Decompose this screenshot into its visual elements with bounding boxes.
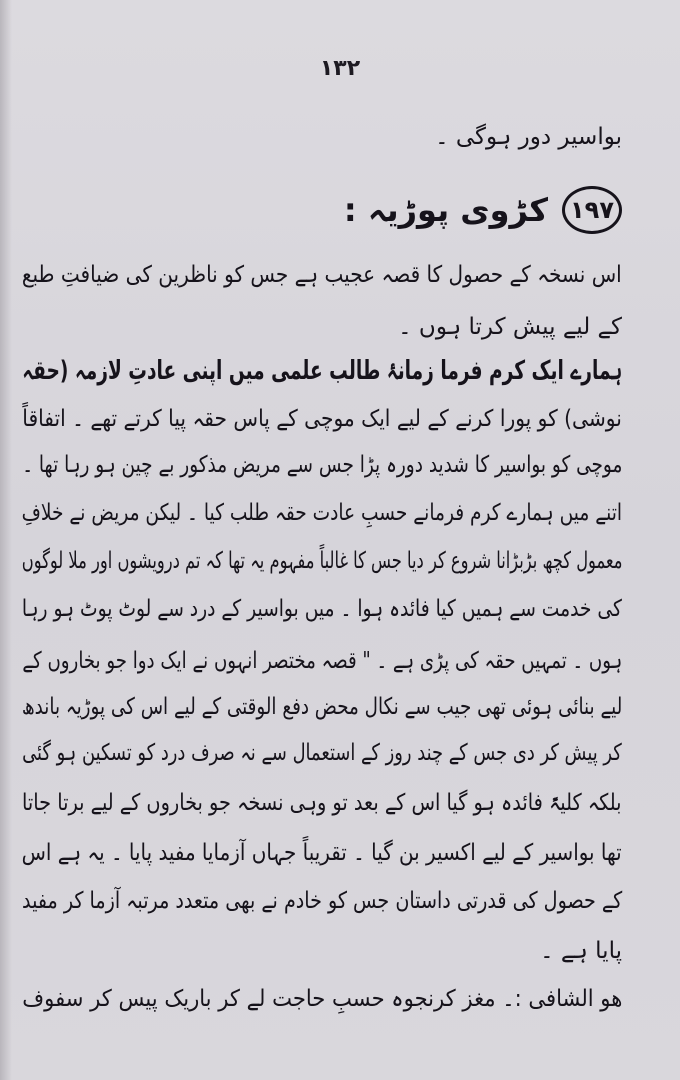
body-line-14: کے حصول کی قدرتی داستان جس کو خادم نے بھی متعدد مرتبہ آزما کر مفید	[21, 888, 622, 914]
body-line-10: لیے بنائی ہوئی تھی جیب سے نکال محض دفع الوقتی کے لیے اس کی پوڑیہ باندھ	[21, 694, 622, 720]
page-edge-shadow	[0, 0, 12, 1080]
page-number: ١٣٢	[319, 56, 361, 81]
recipe-heading	[344, 186, 622, 234]
body-line-8: کی خدمت سے ہمیں کیا فائدہ ہوا ۔ میں بواسیر کے درد سے لوٹ پوٹ ہو رہا	[22, 596, 622, 622]
recipe-title: کڑوی پوڑیہ :	[343, 191, 548, 229]
body-line-5: موچی کو بواسیر کا شدید دورہ پڑا جس سے مریض مذکور بے چین ہو رہا تھا ۔	[21, 452, 622, 478]
body-line-1: اس نسخہ کے حصول کا قصہ عجیب ہے جس کو ناظرین کی ضیافتِ طبع	[22, 262, 622, 288]
body-line-16: ھو الشافی :۔ مغز کرنجوہ حسبِ حاجت لے کر باریک پیس کر سفوف	[21, 986, 622, 1012]
body-line-9: ہوں ۔ تمہیں حقہ کی پڑی ہے ۔ " قصہ مختصر انہوں نے ایک دوا جو بخاروں کے	[22, 648, 622, 674]
body-line-12: بلکہ کلیۃً فائدہ ہو گیا اس کے بعد تو وہی نسخہ جو بخاروں کے لیے برتا جاتا	[22, 790, 622, 816]
body-line-4: نوشی) کو پورا کرنے کے لیے ایک موچی کے پاس حقہ پیا کرتے تھے ۔ اتفاقاً	[22, 406, 622, 432]
body-line-3: ہمارے ایک کرم فرما زمانۂ طالب علمی میں اپنی عادتِ لازمہ (حقہ	[21, 356, 622, 386]
body-line-7: معمول کچھ بڑبڑانا شروع کر دیا جس کا غالباً مفہوم یہ تھا کہ تم درویشوں اور ملا لوگوں	[21, 548, 622, 574]
body-line-2: کے لیے پیش کرتا ہوں ۔	[398, 314, 622, 340]
body-line-11: کر پیش کر دی جس کے چند روز کے استعمال سے نہ صرف درد کو تسکین ہو گئی	[22, 740, 622, 766]
top-line: بواسیر دور ہوگی ۔	[435, 124, 622, 150]
body-line-6: اتنے میں ہمارے کرم فرمانے حسبِ عادت حقہ طلب کیا ۔ لیکن مریض نے خلافِ	[21, 500, 622, 526]
recipe-number-circle: ١٩٧	[562, 186, 622, 234]
body-line-15: پایا ہے ۔	[540, 938, 622, 964]
body-line-13: تھا بواسیر کے لیے اکسیر بن گیا ۔ تقریباً جہاں آزمایا مفید پایا ۔ یہ ہے اس	[21, 840, 622, 866]
